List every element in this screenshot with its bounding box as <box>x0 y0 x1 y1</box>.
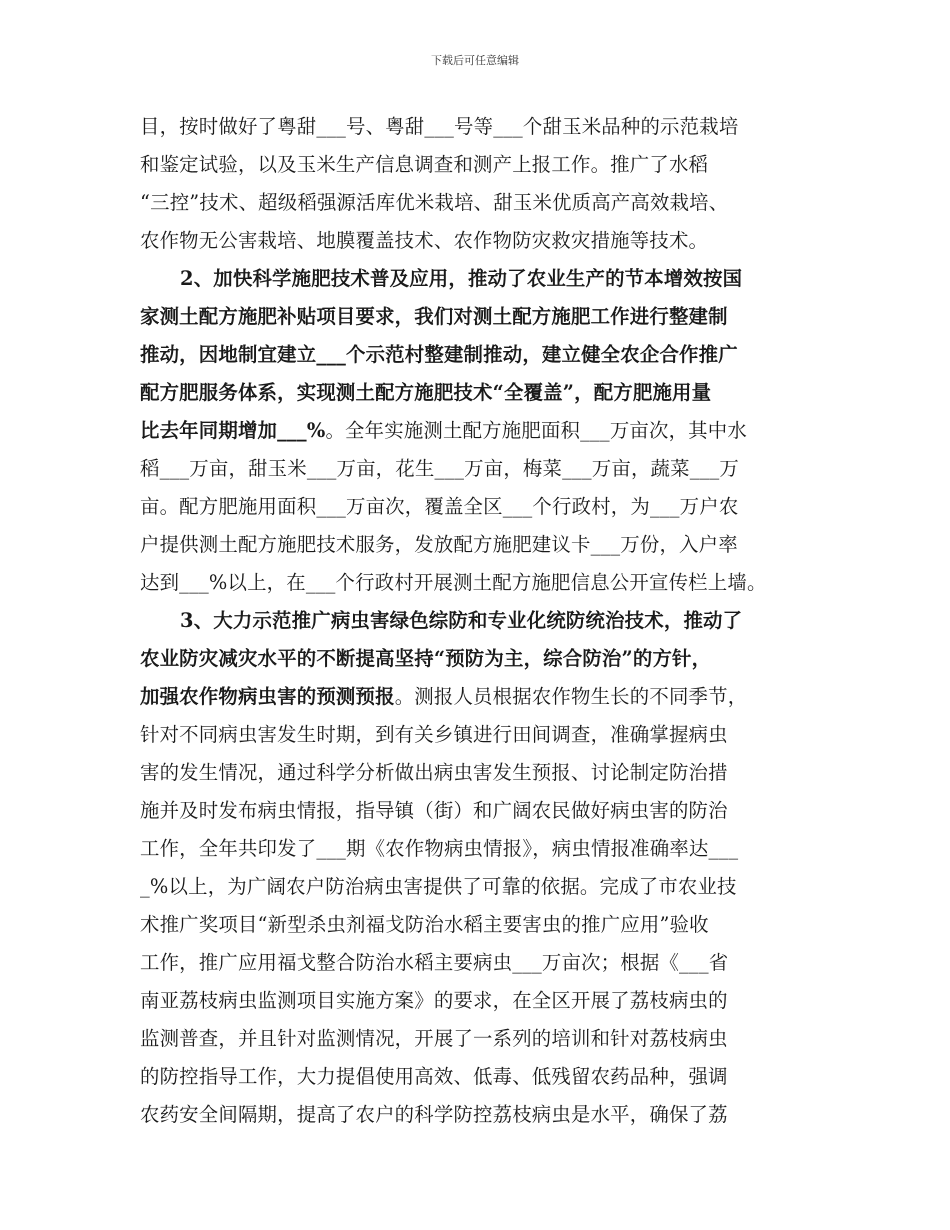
text-segment: 施并及时发布病虫情报，指导镇（街）和广阔农民做好病虫害的防治 <box>140 799 728 822</box>
bold-text-segment: 农业防灾减灾水平的不断提高坚持“预防为主，综合防治”的方针， <box>140 647 712 670</box>
text-segment: 达到___%以上，在___个行政村开展测土配方施肥信息公开宣传栏上墙。 <box>140 571 767 594</box>
text-segment: 的防控指导工作，大力提倡使用高效、低毒、低残留农药品种，强调 <box>140 1065 728 1088</box>
text-line <box>140 906 822 944</box>
text-line <box>140 374 822 412</box>
text-segment: 稻___万亩，甜玉米___万亩，花生___万亩，梅菜___万亩，蔬菜___万 <box>140 457 740 480</box>
text-line <box>140 716 822 754</box>
text-line <box>140 754 822 792</box>
text-line <box>140 184 822 222</box>
text-line <box>140 1020 822 1058</box>
bold-text-segment: 加强农作物病虫害的预测预报 <box>140 685 395 708</box>
text-line <box>140 792 822 830</box>
text-segment: 术推广奖项目“新型杀虫剂福戈防治水稻主要害虫的推广应用”验收 <box>140 913 709 936</box>
text-segment: 和鉴定试验，以及玉米生产信息调查和测产上报工作。推广了水稻 <box>140 153 709 176</box>
text-line <box>140 678 822 716</box>
text-line <box>140 450 822 488</box>
text-segment: 害的发生情况，通过科学分析做出病虫害发生预报、讨论制定防治措 <box>140 761 728 784</box>
bold-text-segment: 配方肥服务体系，实现测土配方施肥技术“全覆盖”，配方肥施用量 <box>140 381 712 404</box>
text-segment: 亩。配方肥施用面积___万亩次，覆盖全区___个行政村，为___万户农 <box>140 495 739 518</box>
text-line <box>140 982 822 1020</box>
text-line <box>140 412 822 450</box>
text-line <box>140 1058 822 1096</box>
text-line <box>140 526 822 564</box>
text-line <box>140 488 822 526</box>
document-body <box>140 108 822 1134</box>
text-line <box>140 336 822 374</box>
text-line <box>140 222 822 260</box>
text-line <box>140 602 822 640</box>
text-segment: 。全年实施测土配方施肥面积___万亩次，其中水 <box>325 419 747 442</box>
text-segment: 南亚荔枝病虫监测项目实施方案》的要求，在全区开展了荔枝病虫的 <box>140 989 728 1012</box>
page-header: 下载后可任意编辑 <box>431 54 519 67</box>
bold-text-segment: 3、大力示范推广病虫害绿色综防和专业化统防统治技术，推动了 <box>180 609 743 632</box>
text-line <box>140 830 822 868</box>
bold-text-segment: 家测土配方施肥补贴项目要求，我们对测土配方施肥工作进行整建制 <box>140 305 728 328</box>
text-line <box>140 146 822 184</box>
text-segment: 户提供测土配方施肥技术服务，发放配方施肥建议卡___万份，入户率 <box>140 533 738 556</box>
text-line <box>140 640 822 678</box>
bold-text-segment: 推动，因地制宜建立___个示范村整建制推动，建立健全农企合作推广 <box>140 343 738 366</box>
text-segment: 农作物无公害栽培、地膜覆盖技术、农作物防灾救灾措施等技术。 <box>140 229 709 252</box>
bold-text-segment: 比去年同期增加___% <box>140 419 326 442</box>
text-segment: 工作，全年共印发了___期《农作物病虫情报》，病虫情报准确率达___ <box>140 837 739 860</box>
text-segment: 工作，推广应用福戈整合防治水稻主要病虫___万亩次；根据《___省 <box>140 951 729 974</box>
text-line <box>140 944 822 982</box>
text-segment: 。测报人员根据农作物生长的不同季节， <box>394 685 748 708</box>
text-line <box>140 298 822 336</box>
text-segment: 监测普查，并且针对监测情况，开展了一系列的培训和针对荔枝病虫 <box>140 1027 728 1050</box>
text-segment: _%以上，为广阔农户防治病虫害提供了可靠的依据。完成了市农业技 <box>140 875 737 898</box>
text-segment: 目，按时做好了粤甜___号、粤甜___号等___个甜玉米品种的示范栽培 <box>140 115 739 138</box>
text-line <box>140 1096 822 1134</box>
text-line <box>140 108 822 146</box>
text-segment: 针对不同病虫害发生时期，到有关乡镇进行田间调查，准确掌握病虫 <box>140 723 728 746</box>
bold-text-segment: 2、加快科学施肥技术普及应用，推动了农业生产的节本增效按国 <box>180 267 743 290</box>
text-line <box>140 260 822 298</box>
text-line <box>140 564 822 602</box>
text-segment: “三控”技术、超级稻强源活库优米栽培、甜玉米优质高产高效栽培、 <box>140 191 729 214</box>
text-line <box>140 868 822 906</box>
text-segment: 农药安全间隔期，提高了农户的科学防控荔枝病虫是水平，确保了荔 <box>140 1103 728 1126</box>
